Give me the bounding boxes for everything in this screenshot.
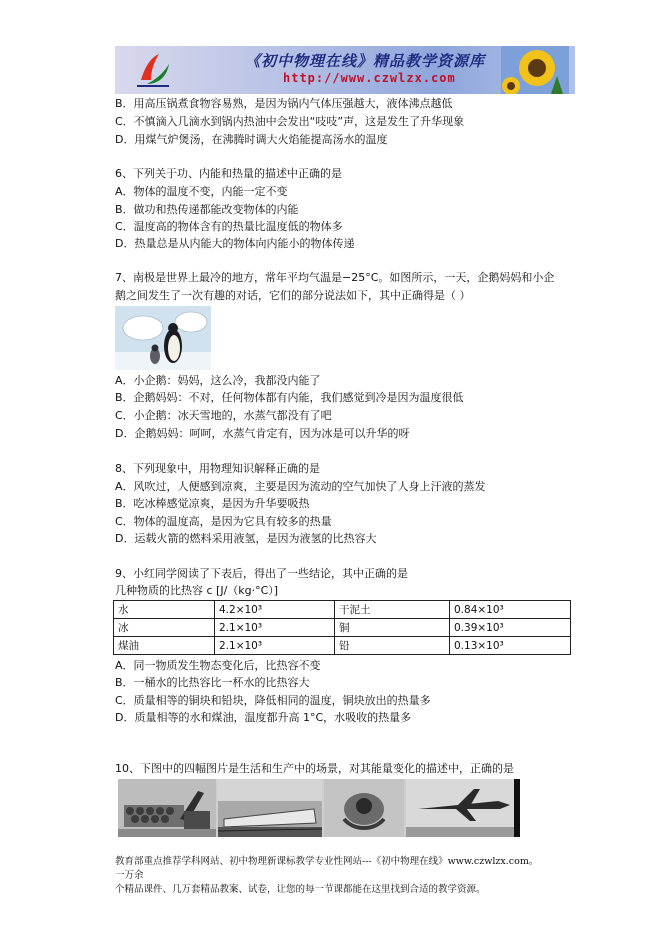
site-logo-icon [133,50,173,90]
q7-option-b: B．企鹅妈妈：不对，任何物体都有内能，我们感觉到冷是因为温度很低 [115,391,464,404]
table-row [114,601,571,619]
logging-photo [118,779,216,837]
q5-option-c: C．不慎滴入几滴水到锅内热油中会发出“吱吱”声，这是发生了升华现象 [115,115,465,128]
footer-line-2: 个精品课件、几万套精品教案、试卷，让您的每一节课都能在这里找到合适的教学资源。 [115,884,486,895]
q6-stem: 6、下列关于功、内能和热量的描述中正确的是 [115,167,342,180]
penguin-image [115,306,211,370]
q8-option-c: C．物体的温度高，是因为它具有较多的热量 [115,515,332,528]
q9-option-b: B．一桶水的比热容比一杯水的比热容大 [115,676,310,689]
site-banner [115,46,575,94]
q9-stem: 9、小红同学阅读了下表后，得出了一些结论，其中正确的是 [115,567,408,580]
q6-option-b: B．做功和热传递都能改变物体的内能 [115,203,299,216]
airplane-photo [406,779,520,837]
q10-stem: 10、下图中的四幅图片是生活和生产中的场景，对其能量变化的描述中，正确的是 [115,762,514,775]
sunflower-icon [501,46,569,94]
q8-option-b: B．吃冰棒感觉凉爽，是因为升华要吸热 [115,497,310,510]
q7-stem-line2: 鹅之间发生了一次有趣的对话，它们的部分说法如下，其中正确得是（ ） [115,289,471,302]
q9-option-d: D．质量相等的水和煤油，温度都升高 1°C，水吸收的热量多 [115,711,412,724]
q8-stem: 8、下列现象中，用物理知识解释正确的是 [115,462,320,475]
q10-photos [118,779,520,837]
table-cell: 0.84×10³ [450,601,571,619]
q9-option-a: A．同一物质发生物态变化后，比热容不变 [115,659,321,672]
q6-option-a: A．物体的温度不变，内能一定不变 [115,185,288,198]
q9-table-caption: 几种物质的比热容 c [J/（kg·°C）] [115,584,279,597]
train-photo [218,779,322,837]
q6-option-d: D．热量总是从内能大的物体向内能小的物体传递 [115,237,355,250]
q9-option-c: C．质量相等的铜块和铅块，降低相同的温度，铜块放出的热量多 [115,694,431,707]
specific-heat-table [113,600,571,655]
banner-title: 《初中物理在线》精品教学资源库 [245,52,486,70]
q8-option-d: D．运载火箭的燃料采用液氢，是因为液氢的比热容大 [115,532,377,545]
page-footer [115,855,545,897]
q10-photo-strip [118,779,520,837]
table-cell: 0.39×10³ [450,619,571,637]
q7-option-c: C．小企鹅：冰天雪地的，水蒸气都没有了吧 [115,409,332,422]
table-cell: 干泥土 [335,601,450,619]
table-cell: 4.2×10³ [215,601,335,619]
table-cell: 冰 [114,619,215,637]
table-row [114,637,571,655]
q7-option-a: A．小企鹅：妈妈，这么冷，我都没内能了 [115,374,321,387]
table-cell: 铜 [335,619,450,637]
footer-line-1: 教育部重点推荐学科网站、初中物理新课标教学专业性网站---《初中物理在线》www.czwlzx.com。一万余 [115,856,539,881]
table-cell: 0.13×10³ [450,637,571,655]
table-cell: 煤油 [114,637,215,655]
table-cell: 铅 [335,637,450,655]
q5-option-b: B．用高压锅煮食物容易熟，是因为锅内气体压强越大，液体沸点越低 [115,97,453,110]
q5-option-d: D．用煤气炉煲汤，在沸腾时调大火焰能提高汤水的温度 [115,133,388,146]
q8-option-a: A．风吹过，人便感到凉爽，主要是因为流动的空气加快了人身上汗液的蒸发 [115,480,486,493]
table-cell: 2.1×10³ [215,637,335,655]
q7-option-d: D．企鹅妈妈：呵呵，水蒸气肯定有，因为冰是可以升华的呀 [115,427,410,440]
table-row [114,619,571,637]
q7-stem-line1: 7、南极是世界上最冷的地方，常年平均气温是−25°C。如图所示，一天，企鹅妈妈和小企 [115,271,555,284]
hand-photo [324,779,404,837]
table-cell: 2.1×10³ [215,619,335,637]
banner-url[interactable]: http://www.czwlzx.com [283,71,456,85]
q6-option-c: C．温度高的物体含有的热量比温度低的物体多 [115,220,343,233]
table-cell: 水 [114,601,215,619]
penguin-illustration [115,306,211,370]
